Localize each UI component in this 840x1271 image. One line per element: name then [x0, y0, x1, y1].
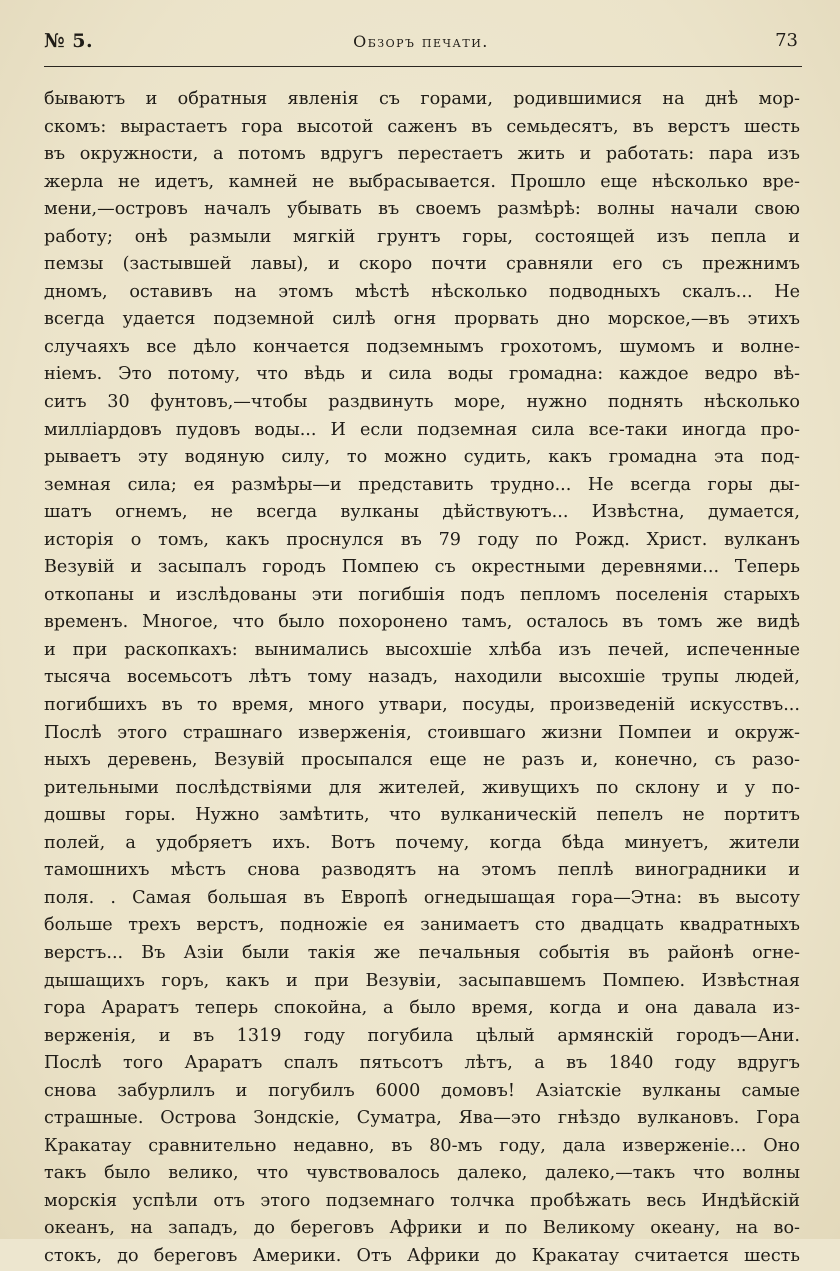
text-line [44, 389, 800, 417]
text-line-content: больше трехъ верстъ, подножіе ея занимаетъ сто двадцать квадратныхъ [44, 915, 800, 936]
text-line [44, 279, 800, 307]
text-line [44, 361, 800, 389]
text-line [44, 995, 800, 1023]
text-line-content: такъ было велико, что чувствовалось далеко, далеко,—такъ что волны [44, 1163, 800, 1184]
text-line [44, 857, 800, 885]
text-line-content: дышащихъ горъ, какъ и при Везувіи, засыпавшемъ Помпею. Извѣстная [44, 970, 800, 991]
text-line-content: Кракатау сравнительно недавно, въ 80-мъ году, дала изверженіе... Оно [44, 1135, 800, 1156]
text-line [44, 1243, 800, 1271]
text-line [44, 968, 800, 996]
text-line-content: бываютъ и обратныя явленія съ горами, родившимися на днѣ мор- [44, 89, 800, 109]
text-line-content: мени,—островъ началъ убывать въ своемъ размѣрѣ: волны начали свою [44, 199, 800, 220]
text-line-content: верстъ... Въ Азіи были такія же печальныя событія въ районѣ огне- [44, 942, 800, 963]
text-line [44, 306, 800, 334]
text-line [44, 499, 800, 527]
text-line [44, 775, 800, 803]
text-line [44, 692, 800, 720]
text-line-content: земная сила; ея размѣры—и представить трудно... Не всегда горы ды- [44, 474, 800, 495]
text-line-content: верженія, и въ 1319 году погубила цѣлый армянскій городъ—Ани. [44, 1025, 800, 1046]
text-line [44, 114, 800, 142]
text-line-content: пемзы (застывшей лавы), и скоро почти сравняли его съ прежнимъ [44, 254, 800, 275]
text-line-content: дошвы горы. Нужно замѣтить, что вулканическій пепелъ не портитъ [44, 805, 800, 826]
text-line-content: погибшихъ въ то время, много утвари, посуды, произведеній искусствъ... [44, 695, 800, 716]
text-line [44, 1188, 800, 1216]
text-line-content: океанъ, на западъ, до береговъ Африки и по Великому океану, на во- [44, 1218, 800, 1239]
text-line [44, 472, 800, 500]
running-title: Обзоръ печати. [353, 32, 489, 51]
text-line [44, 885, 800, 913]
text-line-content: тамошнихъ мѣстъ снова разводятъ на этомъ пеплѣ виноградники и [44, 860, 800, 881]
text-line-content: въ окружности, а потомъ вдругъ перестаетъ жить и работать: пара изъ [44, 144, 800, 165]
text-line [44, 527, 800, 555]
text-line-content: морскія успѣли отъ этого подземнаго толчка пробѣжать весь Индѣйскій [44, 1190, 800, 1211]
text-line [44, 609, 800, 637]
text-line [44, 196, 800, 224]
text-line [44, 940, 800, 968]
text-line-content: шатъ огнемъ, не всегда вулканы дѣйствуютъ... Извѣстна, думается, [44, 502, 800, 523]
text-line-content: ныхъ деревень, Везувій просыпался еще не разъ и, конечно, съ разо- [44, 750, 800, 771]
text-line [44, 1105, 800, 1133]
body-text [44, 86, 800, 1271]
text-line-content: страшные. Острова Зондскіе, Суматра, Ява—это гнѣздо вулкановъ. Гора [44, 1108, 800, 1129]
text-line [44, 417, 800, 445]
text-line [44, 251, 800, 279]
text-line-content: Послѣ этого страшнаго изверженія, стоившаго жизни Помпеи и окруж- [44, 722, 800, 743]
text-line-content: тысяча восемьсотъ лѣтъ тому назадъ, находили высохшіе трупы людей, [44, 667, 800, 688]
issue-number: № 5. [44, 30, 94, 52]
text-line [44, 334, 800, 362]
text-line-content: рительными послѣдствіями для жителей, живущихъ по склону и у по- [44, 777, 800, 798]
text-line-content: работу; онѣ размыли мягкій грунтъ горы, состоящей изъ пепла и [44, 226, 800, 247]
text-line-content: гора Араратъ теперь спокойна, а было время, когда и она давала из- [44, 998, 800, 1019]
text-line [44, 664, 800, 692]
text-line-content: полей, а удобряетъ ихъ. Вотъ почему, когда бѣда минуетъ, жители [44, 832, 800, 853]
text-line-content: Везувій и засыпалъ городъ Помпею съ окрестными деревнями... Теперь [44, 557, 800, 578]
text-line [44, 169, 800, 197]
text-line [44, 1023, 800, 1051]
text-line-content: ситъ 30 фунтовъ,—чтобы раздвинуть море, нужно поднять нѣсколько [44, 392, 800, 413]
text-line [44, 224, 800, 252]
text-line [44, 1050, 800, 1078]
text-line-content: жерла не идетъ, камней не выбрасывается. Прошло еще нѣсколько вре- [44, 171, 800, 192]
text-line [44, 554, 800, 582]
text-line [44, 1133, 800, 1161]
text-line-content: дномъ, оставивъ на этомъ мѣстѣ нѣсколько подводныхъ скалъ... Не [44, 281, 800, 302]
text-line [44, 1078, 800, 1106]
text-line [44, 141, 800, 169]
header-rule [44, 66, 802, 67]
text-line-content: милліардовъ пудовъ воды... И если подземная сила все-таки иногда про- [44, 419, 800, 440]
text-line [44, 86, 800, 114]
text-line [44, 637, 800, 665]
text-line-content: и при раскопкахъ: вынимались высохшіе хлѣба изъ печей, испеченные [44, 639, 800, 660]
text-line-content: ніемъ. Это потому, что вѣдь и сила воды громадна: каждое ведро вѣ- [44, 364, 800, 385]
text-line [44, 582, 800, 610]
text-line [44, 747, 800, 775]
text-line [44, 912, 800, 940]
text-line [44, 830, 800, 858]
text-line-content: откопаны и изслѣдованы эти погибшія подъ пепломъ поселенія старыхъ [44, 584, 800, 605]
text-line-content: Послѣ того Араратъ спалъ пятьсотъ лѣтъ, а въ 1840 году вдругъ [44, 1053, 800, 1074]
page-number: 73 [775, 30, 798, 51]
page-header [44, 30, 798, 64]
text-line [44, 720, 800, 748]
text-line-content: временъ. Многое, что было похоронено тамъ, осталось въ томъ же видѣ [44, 612, 800, 633]
text-line-content: поля. . Самая большая въ Европѣ огнедышащая гора—Этна: въ высоту [44, 887, 800, 908]
text-line-content: рываетъ эту водяную силу, то можно судить, какъ громадна эта под- [44, 447, 800, 468]
text-line-content: всегда удается подземной силѣ огня прорвать дно морское,—въ этихъ [44, 309, 800, 330]
text-line [44, 802, 800, 830]
text-line-content: снова забурлилъ и погубилъ 6000 домовъ! Азіатскіе вулканы самые [44, 1080, 800, 1101]
text-line-content: исторія о томъ, какъ проснулся въ 79 году по Рожд. Христ. вулканъ [44, 529, 800, 550]
text-line-content: скомъ: вырастаетъ гора высотой саженъ въ семьдесятъ, въ верстъ шесть [44, 116, 800, 137]
text-line-content: случаяхъ все дѣло кончается подземнымъ грохотомъ, шумомъ и волне- [44, 336, 800, 357]
text-line-content: стокъ, до береговъ Америки. Отъ Африки до Кракатау считается шесть [44, 1245, 800, 1266]
text-line [44, 1160, 800, 1188]
text-line [44, 444, 800, 472]
